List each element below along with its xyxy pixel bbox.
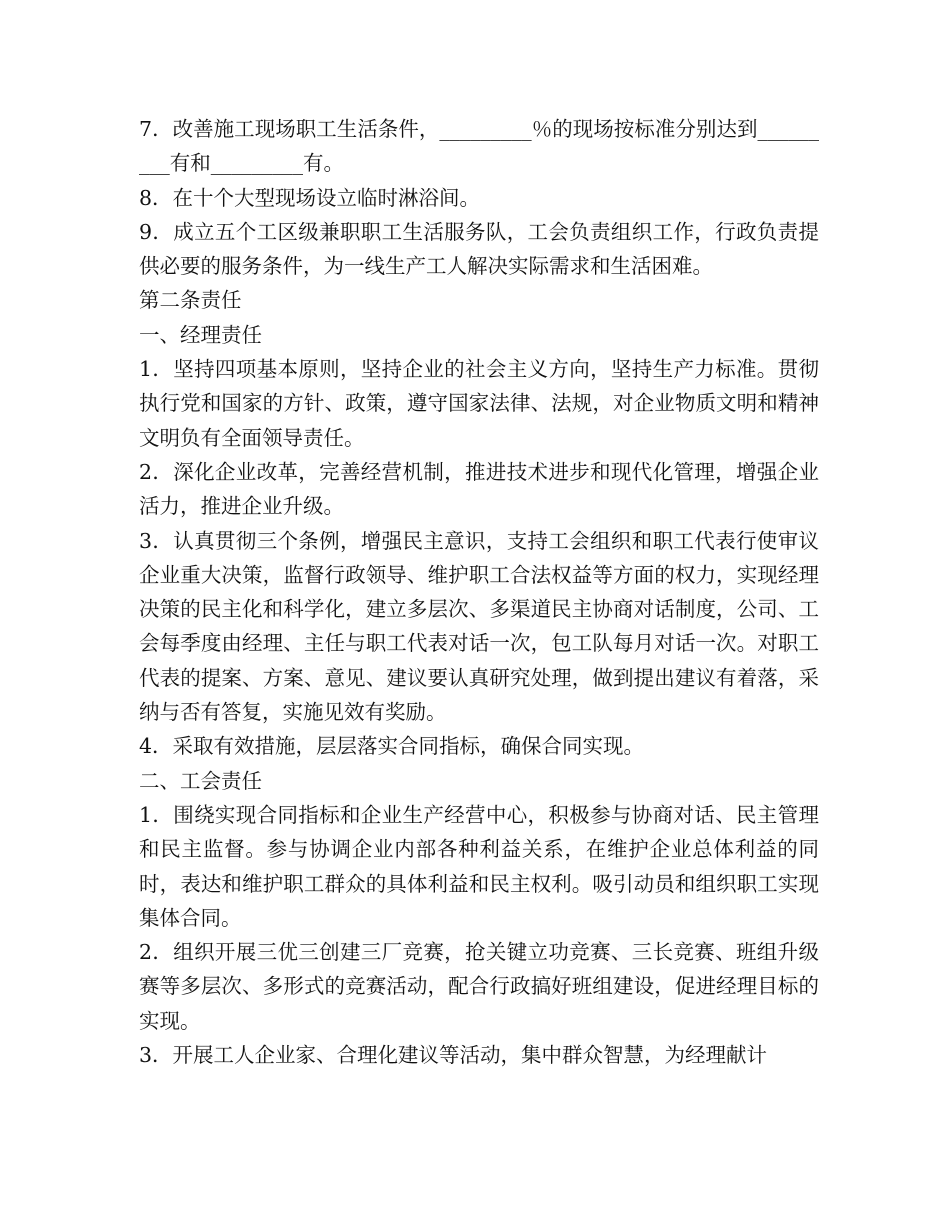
section-heading-article-2: 第二条责任 (139, 288, 242, 313)
paragraph-union-3: 3．开展工人企业家、合理化建议等活动，集中群众智慧，为经理献计 (139, 1043, 768, 1068)
paragraph-manager-2: 2．深化企业改革，完善经营机制，推进技术进步和现代化管理，增强企业活力，推进企业升级。 (139, 459, 819, 519)
subsection-heading-manager: 一、经理责任 (139, 322, 262, 347)
paragraph-clause-9: 9．成立五个工区级兼职职工生活服务队，工会负责组织工作，行政负责提供必要的服务条件，为一线生产工人解决实际需求和生活困难。 (139, 219, 819, 279)
subsection-heading-union: 二、工会责任 (139, 768, 262, 793)
paragraph-manager-3: 3．认真贯彻三个条例，增强民主意识，支持工会组织和职工代表行使审议企业重大决策，监督行政领导、维护职工合法权益等方面的权力，实现经理决策的民主化和科学化，建立多层次、多渠道民主协商对话制度，公司、工会每季度由经理、主任与职工代表对话一次，包工队每月对话一次。对职工代表的提案、方案、意见、建议要认真研究处理，做到提出建议有着落，采纳与否有答复，实施见效有奖励。 (139, 528, 819, 725)
paragraph-manager-1: 1．坚持四项基本原则，坚持企业的社会主义方向，坚持生产力标准。贯彻执行党和国家的方针、政策，遵守国家法律、法规，对企业物质文明和精神文明负有全面领导责任。 (139, 357, 819, 450)
document-body (139, 112, 819, 1072)
paragraph-clause-7: 7．改善施工现场职工生活条件，_________％的现场按标准分别达到_________有和_________有。 (139, 117, 819, 176)
paragraph-union-2: 2．组织开展三优三创建三厂竞赛，抢关键立功竞赛、三长竞赛、班组升级赛等多层次、多形式的竞赛活动，配合行政搞好班组建设，促进经理目标的实现。 (139, 940, 819, 1033)
paragraph-manager-4: 4．采取有效措施，层层落实合同指标，确保合同实现。 (139, 734, 645, 759)
paragraph-union-1: 1．围绕实现合同指标和企业生产经营中心，积极参与协商对话、民主管理和民主监督。参与协调企业内部各种利益关系，在维护企业总体利益的同时，表达和维护职工群众的具体利益和民主权利。吸引动员和组织职工实现集体合同。 (139, 802, 819, 930)
paragraph-clause-8: 8．在十个大型现场设立临时淋浴间。 (139, 185, 481, 210)
